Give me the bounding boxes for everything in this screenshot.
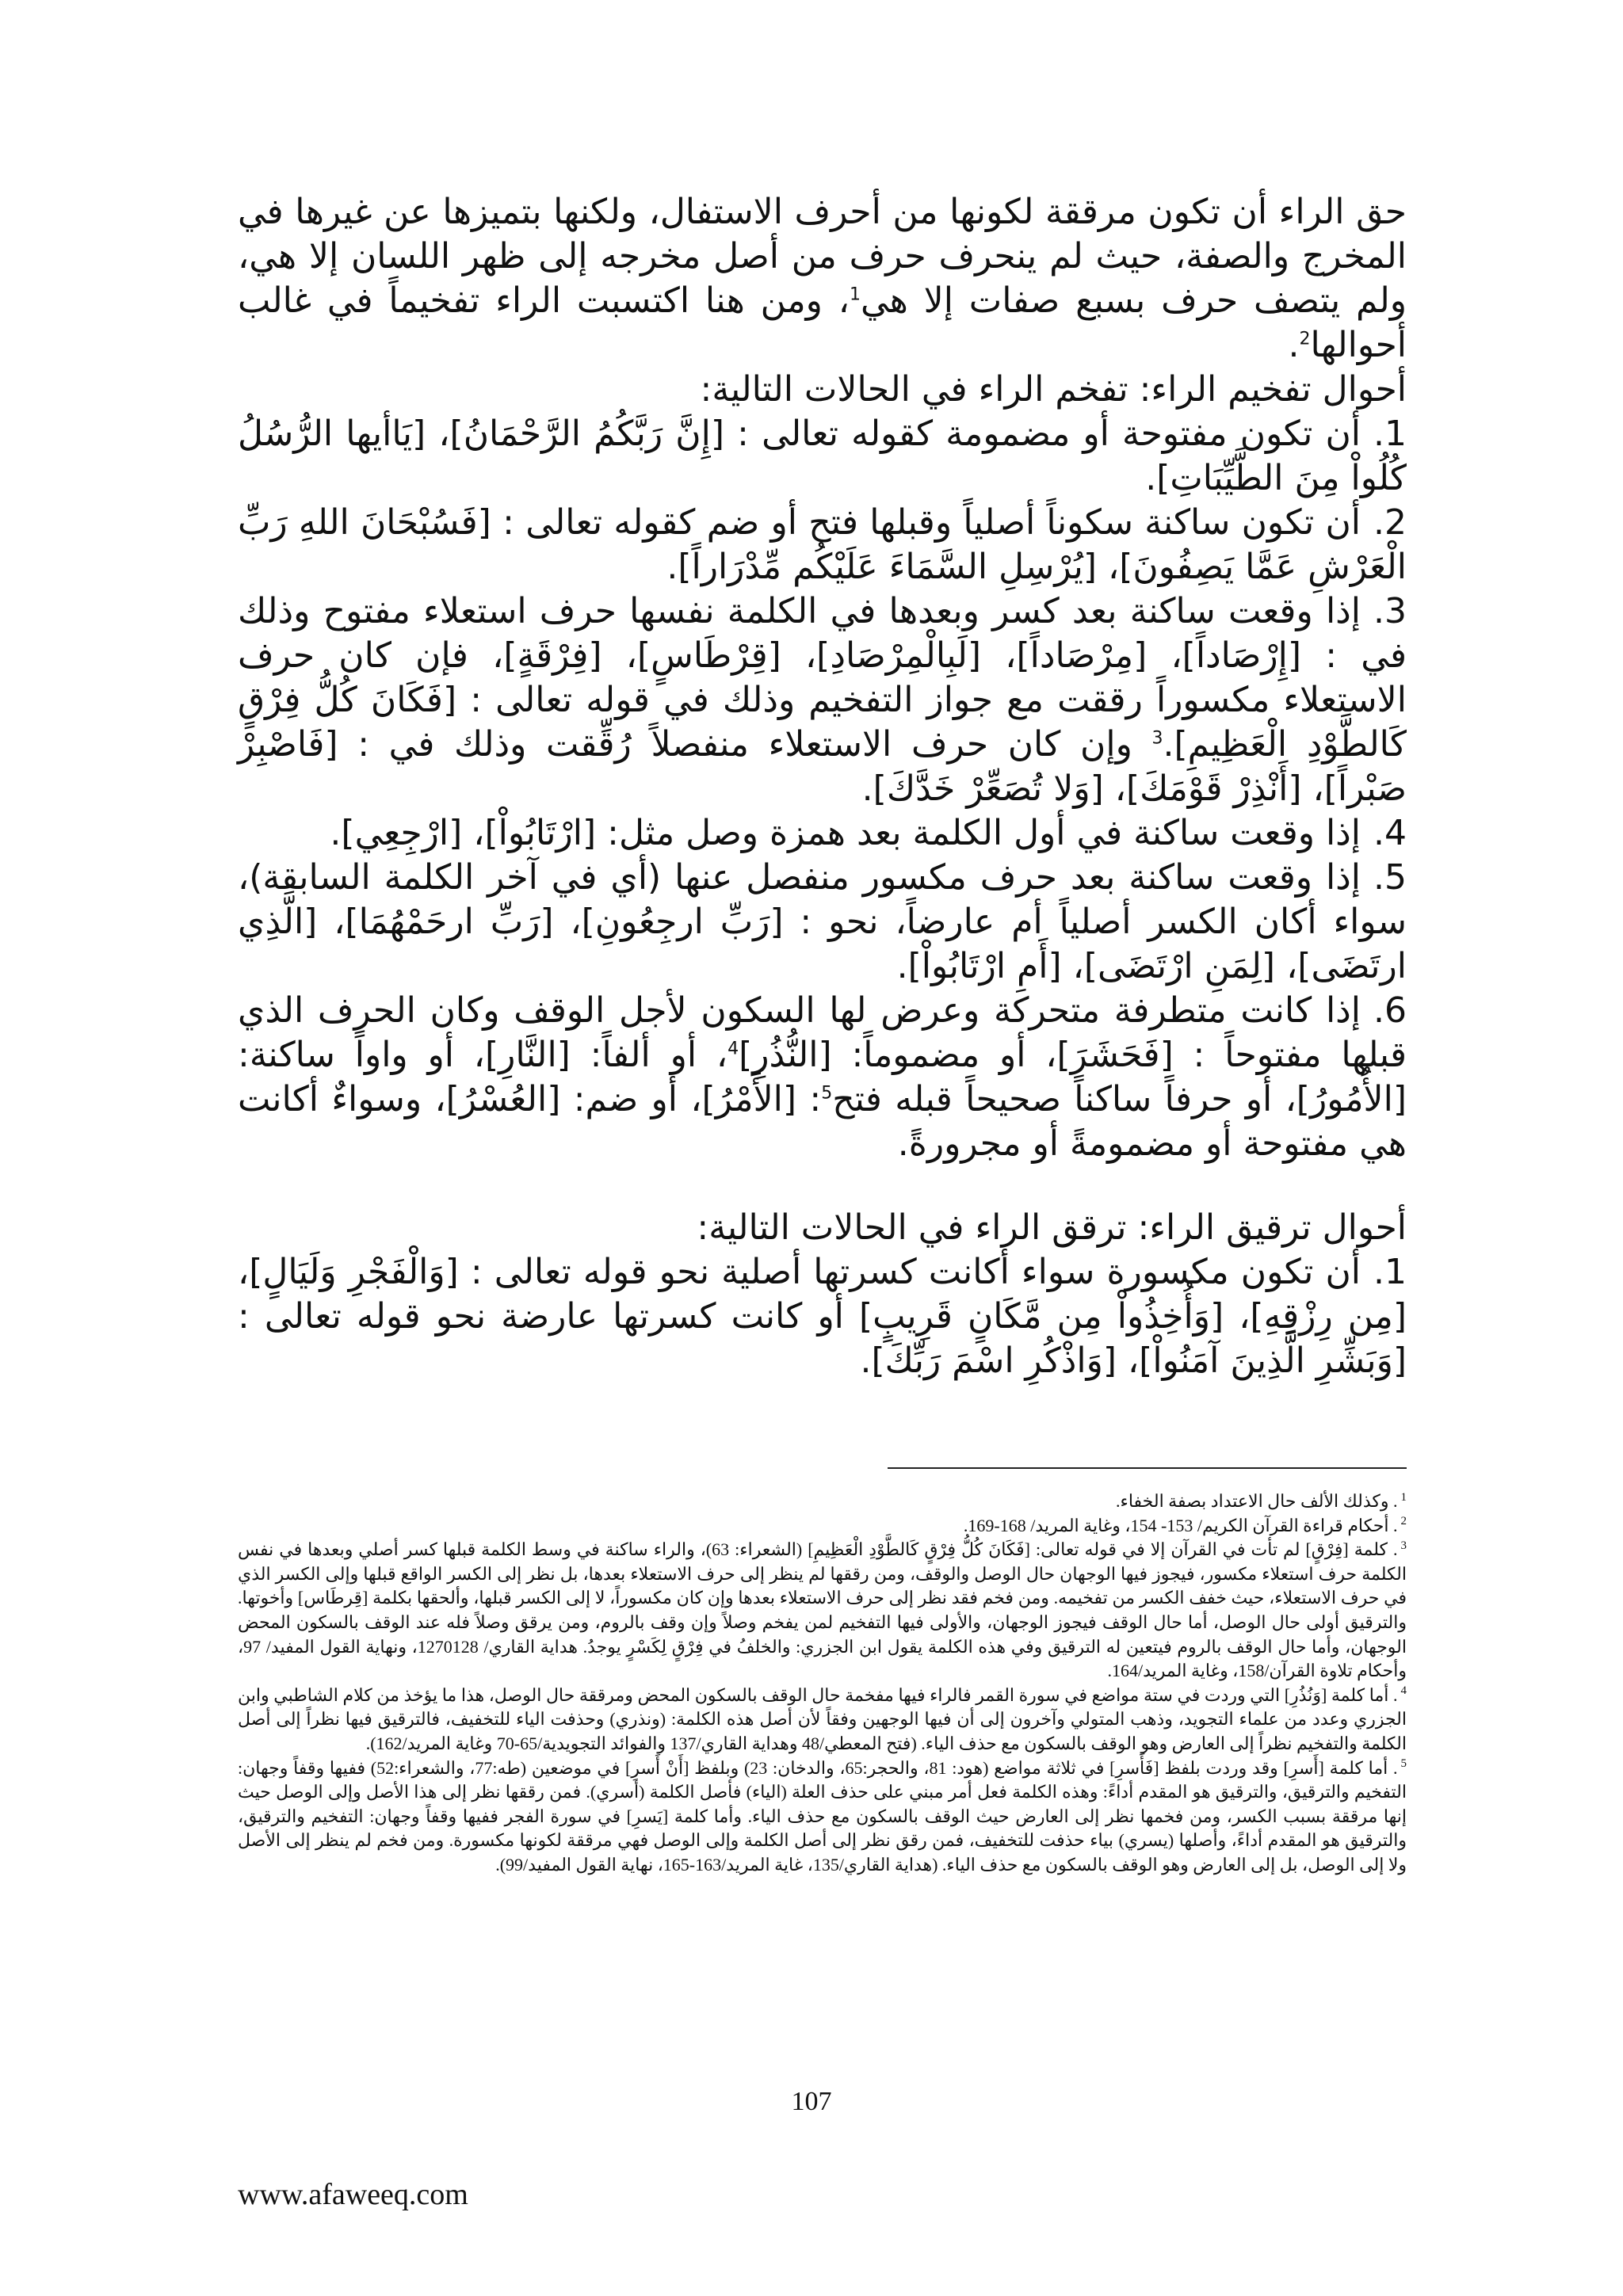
item-number: 4. bbox=[1373, 813, 1407, 853]
footnote-number: 5 bbox=[1400, 1757, 1407, 1771]
tarqiq-heading-label: أحوال ترقيق الراء: bbox=[1137, 1207, 1407, 1248]
item-number: 2. bbox=[1373, 502, 1407, 543]
footnote-text: . أحكام قراءة القرآن الكريم/ 153- 154، وغاية المريد/ 168-169. bbox=[963, 1515, 1398, 1535]
footnote-4 bbox=[238, 1684, 1407, 1756]
footnote-ref-5[interactable]: 5 bbox=[821, 1083, 833, 1104]
tarqiq-heading-text: ترقق الراء في الحالات التالية: bbox=[697, 1207, 1138, 1248]
footnote-separator bbox=[888, 1467, 1407, 1469]
footnote-number: 1 bbox=[1400, 1490, 1407, 1504]
footnote-number: 3 bbox=[1400, 1539, 1407, 1552]
intro-text-3: . bbox=[1288, 325, 1300, 365]
item-text: إذا وقعت ساكنة بعد حرف مكسور منفصل عنها (أي في آخر الكلمة السابقة)، سواء أكان الكسر أصلياً أم عارضاً، نحو : [رَبِّ ارجِعُونِ]، [رَبِّ ارحَمْهُمَا]، [الَّذِي ارتَضَى]، [لِمَنِ ارْتَضَى]، [أَمِ ارْتَابُواْ]. bbox=[238, 857, 1407, 986]
footnote-ref-1[interactable]: 1 bbox=[849, 284, 861, 305]
item-number: 1. bbox=[1373, 414, 1407, 454]
footnote-ref-4[interactable]: 4 bbox=[727, 1039, 739, 1059]
item-number: 5. bbox=[1373, 857, 1407, 898]
footnote-text: . وكذلك الألف حال الاعتداد بصفة الخفاء. bbox=[1115, 1491, 1398, 1511]
item-text: أن تكون ساكنة سكوناً أصلياً وقبلها فتح أو ضم كقوله تعالى : [فَسُبْحَانَ اللهِ رَبِّ الْعَرْشِ عَمَّا يَصِفُونَ]، [يُرْسِلِ السَّمَاءَ عَلَيْكُم مِّدْرَاراً]. bbox=[238, 502, 1407, 587]
tafkhim-item-5 bbox=[238, 856, 1407, 989]
footnote-2 bbox=[238, 1514, 1407, 1539]
tafkhim-item-2 bbox=[238, 501, 1407, 589]
item-text: أن تكون مفتوحة أو مضمومة كقوله تعالى : [إِنَّ رَبَّكُمُ الرَّحْمَانُ]، [يَاأيها الرُّسُلُ كُلُواْ مِنَ الطَّيِّبَاتِ]. bbox=[238, 414, 1407, 498]
footnote-5 bbox=[238, 1756, 1407, 1878]
intro-text-1: حق الراء أن تكون مرققة لكونها من أحرف الاستفال، ولكنها بتميزها عن غيرها في المخرج والصفة، حيث لم ينحرف حرف من أصل مخرجه إلى ظهر اللسان إلا هي، ولم يتصف حرف بسبع صفات إلا هي bbox=[238, 192, 1407, 321]
main-text bbox=[238, 190, 1407, 1383]
tafkhim-item-1 bbox=[238, 412, 1407, 501]
footnote-text: . أما كلمة [أَسرِ] وقد وردت بلفظ [فَأَسرِ] في ثلاثة مواضع (هود: 81، والحجر:65، والدخان: 23) وبلفظ [أَنْ أَسرِ] في موضعين (طه:77، والشعراء:52) ففيها وقفاً وجهان: التفخيم والترقيق، والترقيق هو المقدم أداءً: وهذه الكلمة فعل أمر مبني على حذف العلة (الياء) فأصل الكلمة (أسري). فمن رققها نظر إلى هذا الأصل وإلى الوصل حيث إنها مرققة بسبب الكسر، ومن فخمها نظر إلى العارض حيث الوقف بالسكون مع حذف الياء. وأما كلمة [يَسرِ] في سورة الفجر ففيها وقفاً وجهان: التفخيم والترقيق، والترقيق هو المقدم أداءً، وأصلها (يسري) بياء حذفت للتخفيف، فمن رقق نظر إلى أصل الكلمة وإلى الوصل فهي مرققة لكونها مكسورة. ومن فخم لم ينظر إلى الأصل ولا إلى الوصل، بل إلى العارض وهو الوقف بالسكون مع حذف الياء. (هداية القاري/135، غاية المريد/163-165، نهاية القول المفيد/99). bbox=[238, 1757, 1407, 1875]
intro-text-2: ، ومن هنا اكتسبت الراء تفخيماً في غالب أحوالها bbox=[238, 280, 1407, 365]
footnotes bbox=[238, 1489, 1407, 1878]
item-text-tail: وإن كان حرف الاستعلاء منفصلاً رُقِّقت وذلك في : [فَاصْبِرْ صَبْراً]، [أَنْذِرْ قَوْمَكَ]، [وَلا تُصَعِّرْ خَدَّكَ]. bbox=[238, 724, 1407, 809]
item-text: إذا وقعت ساكنة في أول الكلمة بعد همزة وصل مثل: [ارْتَابُواْ]، [ارْجِعِي]. bbox=[330, 813, 1361, 853]
footnote-text: . كلمة [فِرْقٍ] لم تأت في القرآن إلا في قوله تعالى: [فَكَانَ كُلُّ فِرْقٍ كَالطَّوْدِ الْعَظِيمِ] (الشعراء: 63)، والراء ساكنة في وسط الكلمة قبلها كسر أصلي وبعدها في نفس الكلمة حرف استعلاء مكسور، فيجوز فيها الوجهان حال الوصل والوقف، ومن رققها لم ينظر إلى حرف الاستعلاء بعدها، بل نظر إلى الكسر الواقع قبلها وإلى الكسر الذي في حرف الاستعلاء، حيث خفف الكسر من تفخيمه. ومن فخم فقد نظر إلى حرف الاستعلاء بعدها وإن كان مكسوراً، لا إلى الكسر قبلها، وألحقها بكلمة [قِرطَاس] وأخوتها. والترقيق أولى حال الوصل، أما حال الوقف فيجوز الوجهان، والأولى فيها التفخيم لمن يفخم وصلاً وإن وقف بالروم، ومن يرقق وصلاً فله عند الوقف بالسكون المحض الوجهان، وأما حال الوقف بالروم فيتعين له الترقيق وفي هذه الكلمة يقول ابن الجزري: والخلفُ في فِرْقٍ لِكَسْرٍ يوجدُ. هداية القاري/ 1270128، ونهاية القول المفيد/ 97، وأحكام تلاوة القرآن/158، وغاية المريد/164. bbox=[238, 1539, 1407, 1681]
page-number: 107 bbox=[791, 2087, 832, 2116]
footnote-number: 2 bbox=[1400, 1515, 1407, 1528]
footnote-1 bbox=[238, 1489, 1407, 1514]
site-url-link[interactable]: www.afaweeq.com bbox=[238, 2178, 468, 2211]
tafkhim-item-4 bbox=[238, 811, 1407, 856]
tafkhim-heading-label: أحوال تفخيم الراء: bbox=[1139, 369, 1407, 410]
tarqiq-item-1 bbox=[238, 1250, 1407, 1383]
item-number: 1. bbox=[1373, 1252, 1407, 1292]
footnote-ref-2[interactable]: 2 bbox=[1299, 329, 1311, 349]
tafkhim-heading-text: تفخم الراء في الحالات التالية: bbox=[700, 369, 1140, 410]
tafkhim-item-6 bbox=[238, 989, 1407, 1166]
item-number: 6. bbox=[1373, 990, 1407, 1031]
footnote-3 bbox=[238, 1538, 1407, 1684]
item-text-tail-2: : [الأَمْرُ]، أو ضم: [العُسْرُ]، وسواءٌ أكانت هي مفتوحة أو مضمومةً أو مجرورةً. bbox=[238, 1079, 1407, 1164]
tafkhim-heading bbox=[238, 368, 1407, 412]
item-text: أن تكون مكسورة سواء أكانت كسرتها أصلية نحو قوله تعالى : [وَالْفَجْرِ وَلَيَالٍ]، [مِن رِزْقِهِ]، [وَأُخِذُواْ مِن مَّكَانٍ قَرِيبٍ] أو كانت كسرتها عارضة نحو قوله تعالى : [وَبَشِّرِ الَّذِينَ آمَنُواْ]، [وَاذْكُرِ اسْمَ رَبِّكَ]. bbox=[238, 1252, 1407, 1381]
footnote-ref-3[interactable]: 3 bbox=[1151, 728, 1163, 749]
tafkhim-item-3 bbox=[238, 589, 1407, 811]
intro-paragraph bbox=[238, 190, 1407, 368]
item-text: إذا كانت متطرفة متحركة وعرض لها السكون لأجل الوقف وكان الحرف الذي قبلها مفتوحاً : [فَحَشَرَ]، أو مضموماً: [النُّذُرِ] bbox=[238, 990, 1407, 1075]
footnote-number: 4 bbox=[1400, 1684, 1407, 1698]
tarqiq-heading bbox=[238, 1206, 1407, 1250]
footnote-text: . أما كلمة [وَنُذُرِ] التي وردت في ستة مواضع في سورة القمر فالراء فيها مفخمة حال الوقف بالسكون المحض ومرققة حال الوصل، هذا ما يؤخذ من كلام الشاطبي وابن الجزري وعدد من علماء التجويد، وذهب المتولي وآخرون إلى أن فيها الوجهين وفقاً لأن أصل هذه الكلمة: (ونذري) وحذفت الياء للتخفيف، فالترقيق فيها نظراً إلى أصل الكلمة والتفخيم نظراً إلى العارض وهو الوقف بالسكون مع حذف الياء. (فتح المعطي/48 وهداية القاري/137 والفوائد التجويدية/65-70 وغاية المريد/162). bbox=[238, 1684, 1407, 1753]
section-gap bbox=[238, 1166, 1407, 1206]
item-text-tail: ، أو ألفاً: [النَّارِ]، أو واواً ساكنة: [الأُمُورُ]، أو حرفاً ساكناً صحيحاً قبله فتح bbox=[238, 1035, 1407, 1119]
item-text: إذا وقعت ساكنة بعد كسر وبعدها في الكلمة نفسها حرف استعلاء مفتوح وذلك في : [إِرْصَاداً]، [مِرْصَاداً]، [لَبِالْمِرْصَادِ]، [قِرْطَاسٍ]، [فِرْقَةٍ]، فإن كان حرف الاستعلاء مكسوراً رققت مع جواز التفخيم وذلك في قوله تعالى : [فَكَانَ كُلُّ فِرْقٍ كَالطَّوْدِ الْعَظِيمِ]. bbox=[238, 591, 1407, 765]
item-number: 3. bbox=[1373, 591, 1407, 631]
